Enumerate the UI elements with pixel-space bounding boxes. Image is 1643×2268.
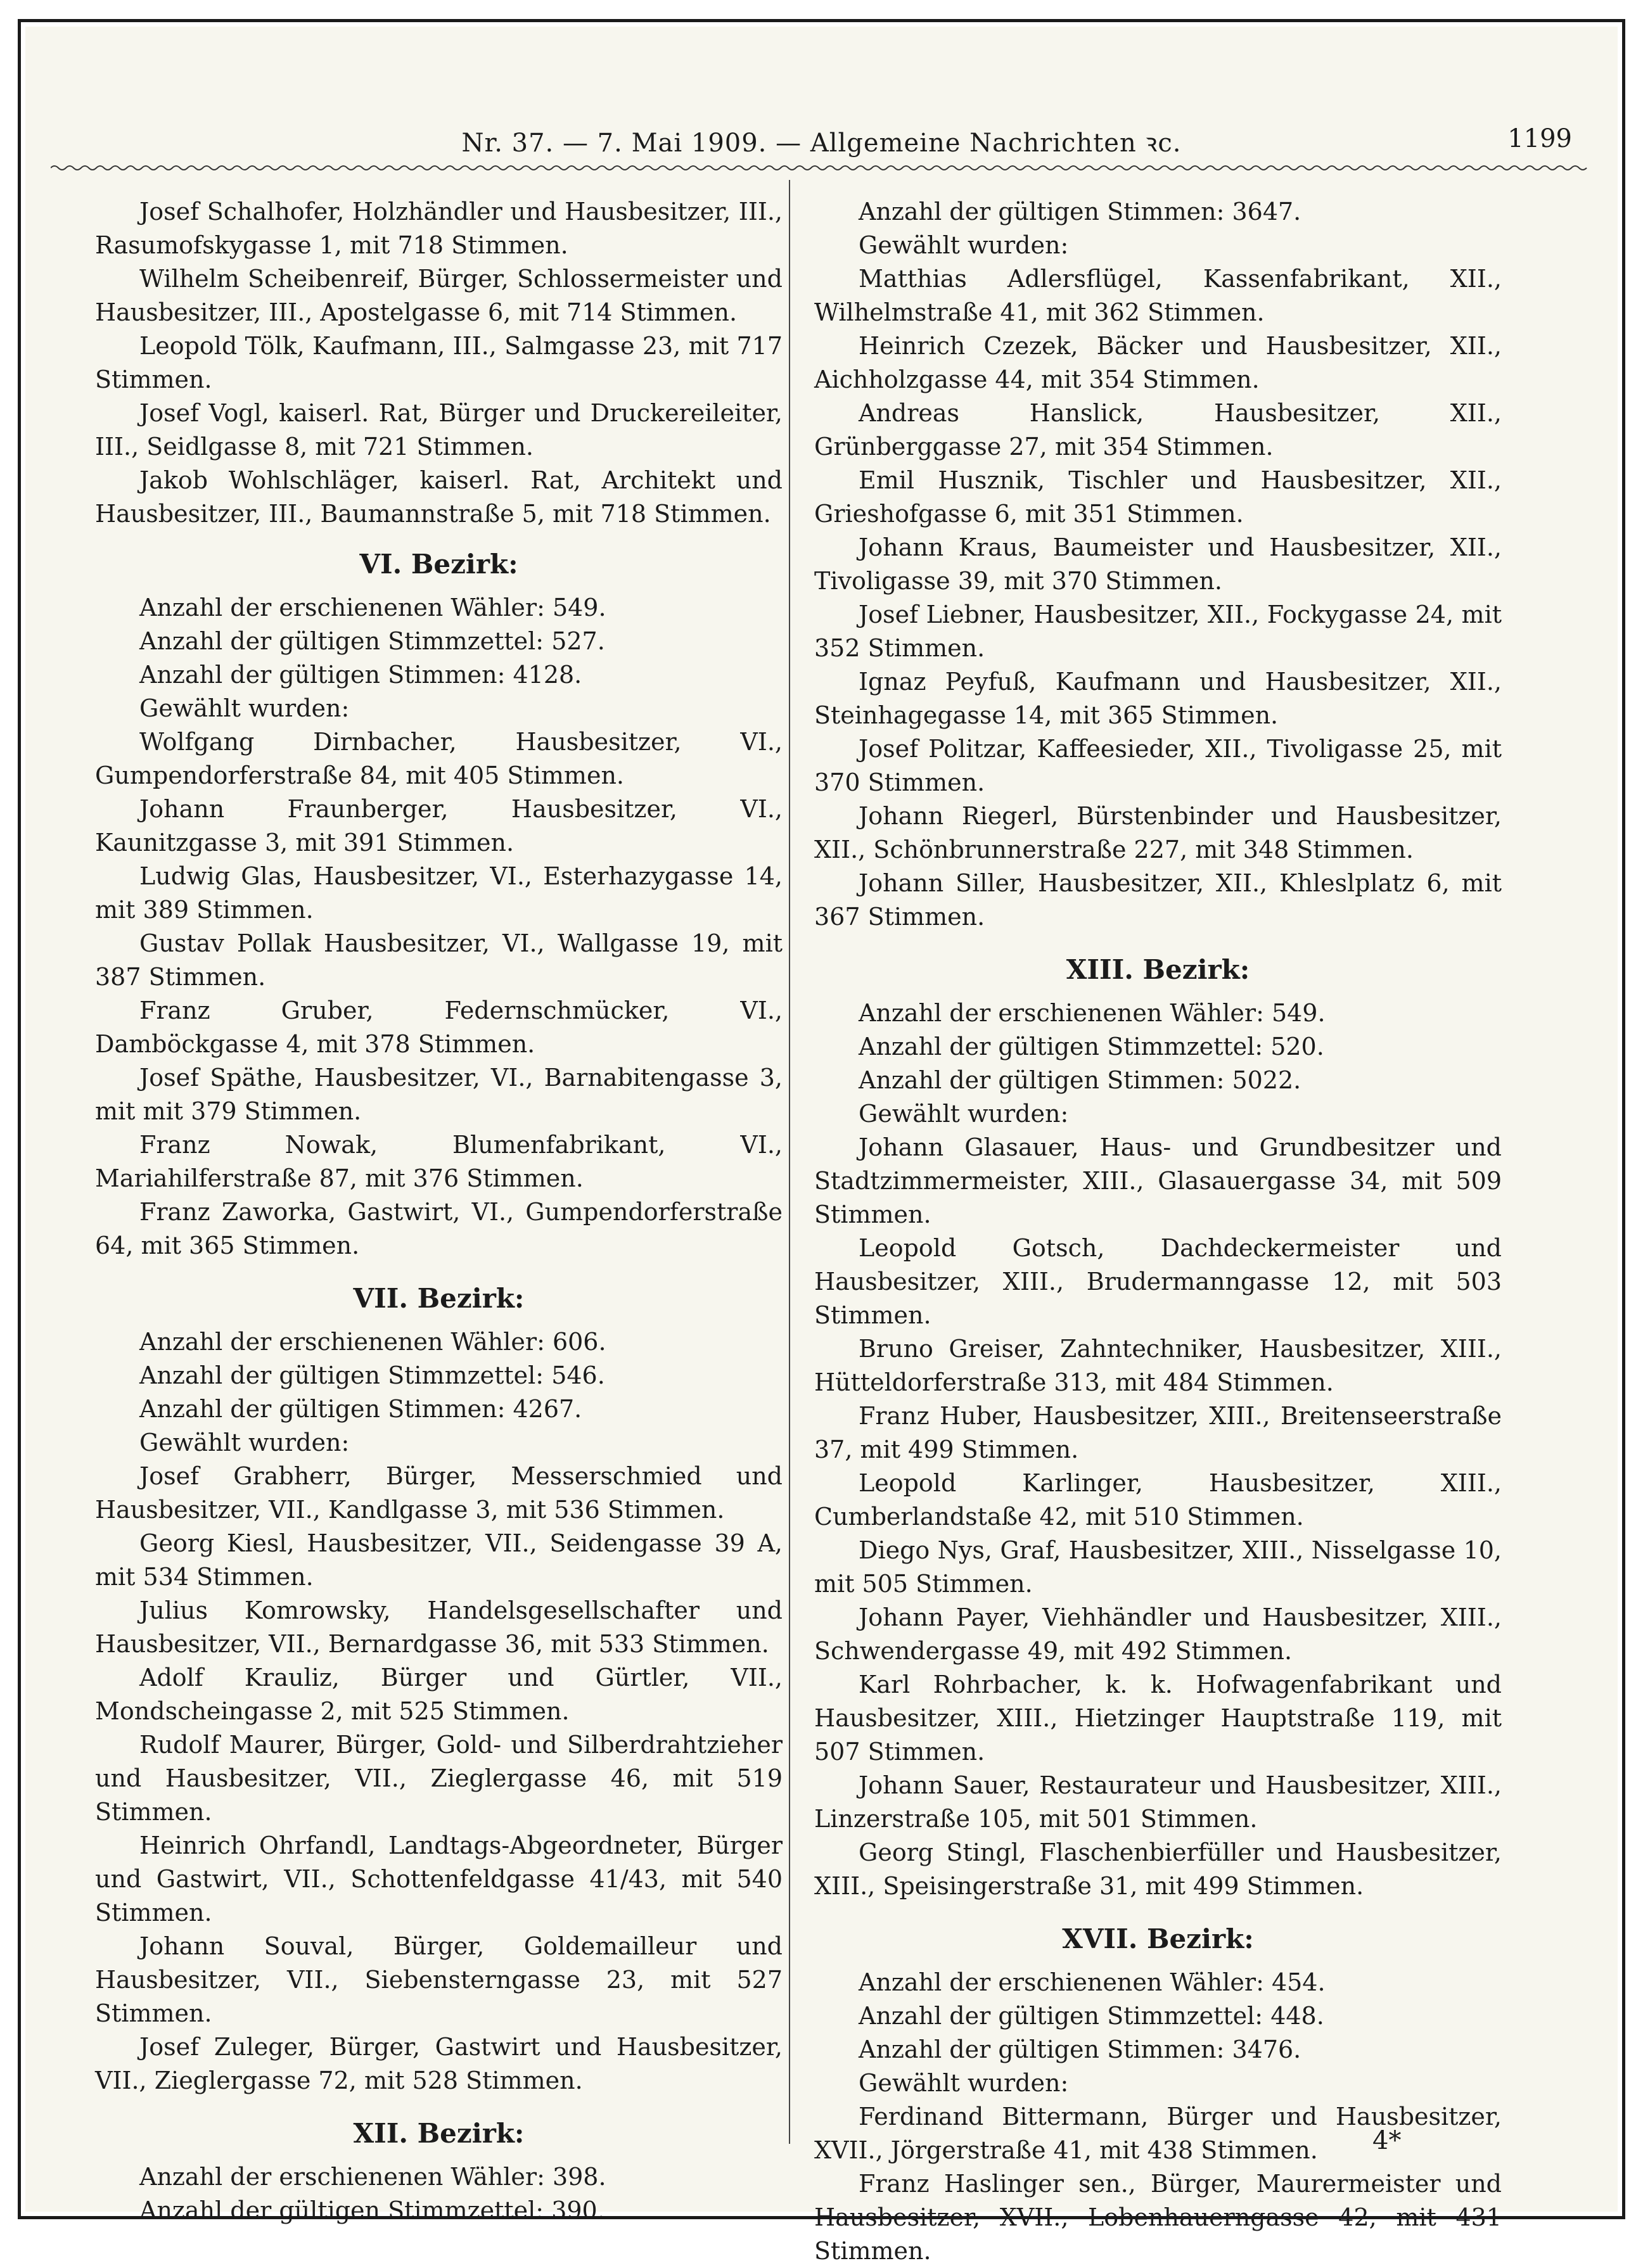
list-item: Johann Fraunberger, Hausbesitzer, VI., Kaunitzgasse 3, mit 391 Stimmen.	[95, 795, 783, 857]
list-item: Leopold Gotsch, Dachdeckermeister und Hausbesitzer, XIII., Brudermanngasse 12, mit 503 Stimmen.	[814, 1234, 1502, 1329]
list-item: Johann Payer, Viehhändler und Hausbesitzer, XIII., Schwendergasse 49, mit 492 Stimmen.	[814, 1603, 1502, 1665]
ballots-count: Anzahl der gültigen Stimmzettel: 527.	[139, 627, 605, 655]
elected-label: Gewählt wurden:	[139, 1429, 350, 1456]
list-item: Gustav Pollak Hausbesitzer, VI., Wallgasse 19, mit 387 Stimmen.	[95, 929, 783, 991]
list-item: Ignaz Peyfuß, Kaufmann und Hausbesitzer, XII., Steinhagegasse 14, mit 365 Stimmen.	[814, 668, 1502, 729]
list-item: Franz Gruber, Federnschmücker, VI., Damböckgasse 4, mit 378 Stimmen.	[95, 997, 783, 1058]
list-item: Georg Stingl, Flaschenbierfüller und Hausbesitzer, XIII., Speisingerstraße 31, mit 499 Stimmen.	[814, 1838, 1502, 1900]
list-item: Johann Riegerl, Bürstenbinder und Hausbesitzer, XII., Schönbrunnerstraße 227, mit 348 Stimmen.	[814, 802, 1502, 863]
right-column	[814, 195, 1502, 2268]
list-item: Johann Souval, Bürger, Goldemailleur und Hausbesitzer, VII., Siebensterngasse 23, mit 527 Stimmen.	[95, 1932, 783, 2027]
list-item: Ludwig Glas, Hausbesitzer, VI., Esterhazygasse 14, mit 389 Stimmen.	[95, 862, 783, 924]
page-number: 1199	[1507, 124, 1572, 153]
list-item: Franz Haslinger sen., Bürger, Maurermeister und Hausbesitzer, XVII., Lobenhauerngasse 42, mit 431 Stimmen.	[814, 2170, 1502, 2265]
list-item: Josef Vogl, kaiserl. Rat, Bürger und Druckereileiter, III., Seidlgasse 8, mit 721 Stimmen.	[95, 399, 783, 461]
list-item: Wilhelm Scheibenreif, Bürger, Schlossermeister und Hausbesitzer, III., Apostelgasse 6, mit 714 Stimmen.	[95, 265, 783, 326]
district-heading-vii: VII. Bezirk:	[353, 1283, 525, 1314]
elected-label: Gewählt wurden:	[139, 694, 350, 722]
district-heading-xii: XII. Bezirk:	[353, 2118, 525, 2149]
list-item: Matthias Adlersflügel, Kassenfabrikant, XII., Wilhelmstraße 41, mit 362 Stimmen.	[814, 265, 1502, 326]
list-item: Johann Siller, Hausbesitzer, XII., Khleslplatz 6, mit 367 Stimmen.	[814, 869, 1502, 931]
list-item: Rudolf Maurer, Bürger, Gold- und Silberdrahtzieher und Hausbesitzer, VII., Zieglergasse 46, mit 519 Stimmen.	[95, 1731, 783, 1826]
list-item: Johann Kraus, Baumeister und Hausbesitzer, XII., Tivoligasse 39, mit 370 Stimmen.	[814, 533, 1502, 595]
ballots-count: Anzahl der gültigen Stimmzettel: 390.	[139, 2196, 605, 2224]
district-heading-xvii: XVII. Bezirk:	[1062, 1923, 1254, 1954]
list-item: Karl Rohrbacher, k. k. Hofwagenfabrikant und Hausbesitzer, XIII., Hietzinger Hauptstraße 119, mit 507 Stimmen.	[814, 1671, 1502, 1766]
elected-label: Gewählt wurden:	[859, 1100, 1069, 1128]
ballots-count: Anzahl der gültigen Stimmzettel: 520.	[859, 1033, 1324, 1061]
ballots-count: Anzahl der gültigen Stimmzettel: 448.	[859, 2002, 1324, 2030]
district-heading-xiii: XIII. Bezirk:	[1066, 954, 1250, 985]
district-heading-vi: VI. Bezirk:	[359, 549, 518, 580]
voters-count: Anzahl der erschienenen Wähler: 606.	[139, 1328, 606, 1356]
votes-count: Anzahl der gültigen Stimmen: 5022.	[859, 1066, 1301, 1094]
voters-count: Anzahl der erschienenen Wähler: 549.	[139, 594, 606, 621]
column-divider	[789, 180, 790, 2144]
list-item: Josef Grabherr, Bürger, Messerschmied und Hausbesitzer, VII., Kandlgasse 3, mit 536 Stimmen.	[95, 1462, 783, 1524]
list-item: Franz Zaworka, Gastwirt, VI., Gumpendorferstraße 64, mit 365 Stimmen.	[95, 1198, 783, 1259]
list-item: Leopold Tölk, Kaufmann, III., Salmgasse 23, mit 717 Stimmen.	[95, 332, 783, 393]
voters-count: Anzahl der erschienenen Wähler: 549.	[859, 999, 1326, 1027]
list-item: Johann Sauer, Restaurateur und Hausbesitzer, XIII., Linzerstraße 105, mit 501 Stimmen.	[814, 1771, 1502, 1833]
list-item: Jakob Wohlschläger, kaiserl. Rat, Architekt und Hausbesitzer, III., Baumannstraße 5, mit 718 Stimmen.	[95, 466, 783, 528]
list-item: Josef Schalhofer, Holzhändler und Hausbesitzer, III., Rasumofskygasse 1, mit 718 Stimmen.	[95, 198, 783, 259]
list-item: Johann Glasauer, Haus- und Grundbesitzer und Stadtzimmermeister, XIII., Glasauergasse 34, mit 509 Stimmen.	[814, 1133, 1502, 1228]
list-item: Emil Husznik, Tischler und Hausbesitzer, XII., Grieshofgasse 6, mit 351 Stimmen.	[814, 466, 1502, 528]
list-item: Diego Nys, Graf, Hausbesitzer, XIII., Nisselgasse 10, mit 505 Stimmen.	[814, 1536, 1502, 1598]
voters-count: Anzahl der erschienenen Wähler: 454.	[859, 1968, 1326, 1996]
header-title: Nr. 37. — 7. Mai 1909. — Allgemeine Nachrichten ꝛc.	[461, 129, 1182, 158]
list-item: Ferdinand Bittermann, Bürger und Hausbesitzer, XVII., Jörgerstraße 41, mit 438 Stimmen.	[814, 2103, 1502, 2164]
list-item: Franz Nowak, Blumenfabrikant, VI., Mariahilferstraße 87, mit 376 Stimmen.	[95, 1131, 783, 1192]
list-item: Josef Liebner, Hausbesitzer, XII., Fockygasse 24, mit 352 Stimmen.	[814, 601, 1502, 662]
list-item: Josef Späthe, Hausbesitzer, VI., Barnabitengasse 3, mit mit 379 Stimmen.	[95, 1064, 783, 1125]
ballots-count: Anzahl der gültigen Stimmzettel: 546.	[139, 1361, 605, 1389]
running-header	[51, 124, 1592, 169]
votes-count: Anzahl der gültigen Stimmen: 3476.	[859, 2035, 1301, 2063]
list-item: Bruno Greiser, Zahntechniker, Hausbesitzer, XIII., Hütteldorferstraße 313, mit 484 Stimmen.	[814, 1335, 1502, 1396]
votes-count: Anzahl der gültigen Stimmen: 4128.	[139, 661, 582, 689]
votes-count: Anzahl der gültigen Stimmen: 3647.	[859, 198, 1301, 226]
list-item: Georg Kiesl, Hausbesitzer, VII., Seidengasse 39 A, mit 534 Stimmen.	[95, 1529, 783, 1591]
list-item: Andreas Hanslick, Hausbesitzer, XII., Grünberggasse 27, mit 354 Stimmen.	[814, 399, 1502, 461]
left-column	[95, 195, 783, 2227]
header-wavy-rule	[51, 163, 1592, 172]
votes-count: Anzahl der gültigen Stimmen: 4267.	[139, 1395, 582, 1423]
list-item: Josef Zuleger, Bürger, Gastwirt und Hausbesitzer, VII., Zieglergasse 72, mit 528 Stimmen.	[95, 2033, 783, 2094]
voters-count: Anzahl der erschienenen Wähler: 398.	[139, 2163, 606, 2191]
elected-label: Gewählt wurden:	[859, 231, 1069, 259]
signature-mark: 4*	[1372, 2126, 1402, 2155]
list-item: Wolfgang Dirnbacher, Hausbesitzer, VI., Gumpendorferstraße 84, mit 405 Stimmen.	[95, 728, 783, 789]
list-item: Leopold Karlinger, Hausbesitzer, XIII., Cumberlandstaße 42, mit 510 Stimmen.	[814, 1469, 1502, 1531]
list-item: Heinrich Czezek, Bäcker und Hausbesitzer, XII., Aichholzgasse 44, mit 354 Stimmen.	[814, 332, 1502, 393]
list-item: Heinrich Ohrfandl, Landtags-Abgeordneter, Bürger und Gastwirt, VII., Schottenfeldgasse 41/43, mit 540 Stimmen.	[95, 1832, 783, 1927]
list-item: Julius Komrowsky, Handelsgesellschafter und Hausbesitzer, VII., Bernardgasse 36, mit 533 Stimmen.	[95, 1596, 783, 1658]
elected-label: Gewählt wurden:	[859, 2069, 1069, 2097]
list-item: Adolf Krauliz, Bürger und Gürtler, VII., Mondscheingasse 2, mit 525 Stimmen.	[95, 1664, 783, 1725]
list-item: Franz Huber, Hausbesitzer, XIII., Breitenseerstraße 37, mit 499 Stimmen.	[814, 1402, 1502, 1463]
list-item: Josef Politzar, Kaffeesieder, XII., Tivoligasse 25, mit 370 Stimmen.	[814, 735, 1502, 796]
